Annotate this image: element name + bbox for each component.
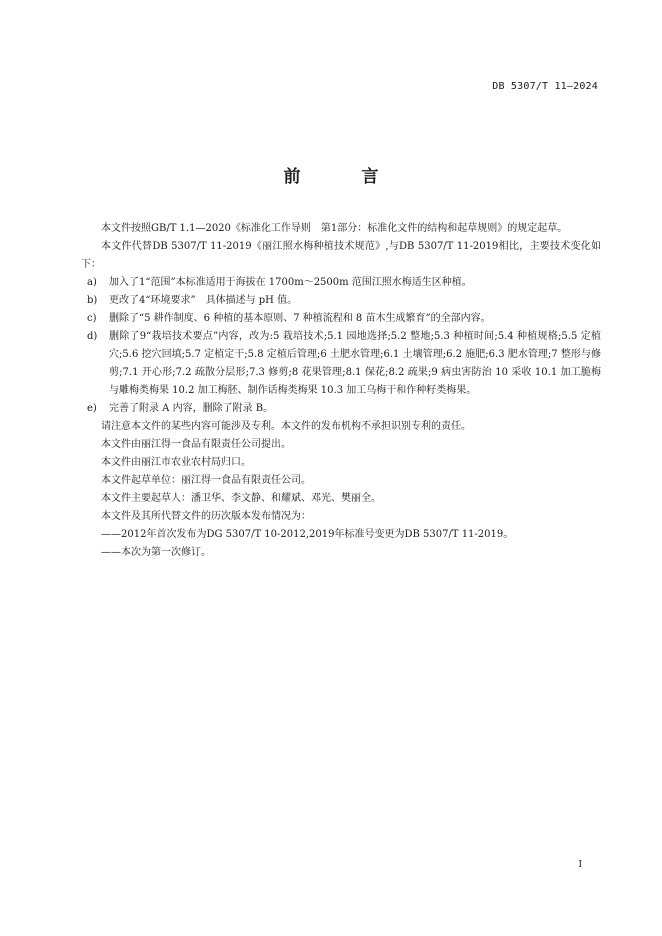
paragraph-drafting-basis: 本文件按照GB/T 1.1—2020《标准化工作导则 第1部分：标准化文件的结构和起草规则》的规定起草。 [101, 223, 568, 234]
list-text: 更改了4“环境要求” 具体描述与 pH 值。 [109, 295, 298, 306]
list-marker: e) [87, 403, 97, 414]
proposer-statement: 本文件由丽江得一食品有限责任公司提出。 [101, 439, 291, 450]
list-text: 完善了附录 A 内容，删除了附录 B。 [109, 403, 274, 414]
list-text: 加入了1“范围”本标准适用于海拔在 1700m～2500m 范围江照水梅适生区种植。 [109, 277, 472, 288]
document-body [81, 220, 601, 562]
list-text: 删除了9“栽培技术要点”内容，改为:5 栽培技术;5.1 园地选择;5.2 整地;5.3 种植时间;5.4 种植规格;5.5 定植穴;5.6 挖穴回填;5.7 定植定干;5.8 定植后管理;6 土肥水管理;6.1 土壤管理;6.2 施肥;6.3 肥水管理;7 整形与修剪;7.1 开心形;7.2 疏散分层形;7.3 修剪;8 花果管理;8.1 保花;8.2 疏果;9 病虫害防治 10 采收 10.1 加工脆梅与雕梅类梅果 10.2 加工梅胚、制作话梅类梅果 10.3 加工乌梅干和作种籽类梅果。 [109, 331, 601, 396]
patent-statement: 请注意本文件的某些内容可能涉及专利。本文件的发布机构不承担识别专利的责任。 [101, 421, 471, 432]
page-number: I [578, 860, 582, 870]
drafting-unit-statement: 本文件起草单位：丽江得一食品有限责任公司。 [101, 475, 311, 486]
document-code: DB 5307/T 11—2024 [492, 81, 598, 92]
list-item [81, 274, 601, 292]
history-statement: 本文件及其所代替文件的历次版本发布情况为： [101, 511, 311, 522]
list-marker: a) [87, 277, 97, 288]
list-marker: b) [87, 295, 98, 306]
list-item [81, 328, 601, 400]
list-text: 删除了“5 耕作制度、6 种植的基本原则、7 种植流程和 8 苗木生成繁育”的全部内容。 [109, 313, 491, 324]
history-item: ——2012年首次发布为DG 5307/T 10-2012,2019年标准号变更为DB 5307/T 11-2019。 [101, 529, 514, 540]
paragraph-replacement: 本文件代替DB 5307/T 11-2019《丽江照水梅种植技术规范》,与DB 5307/T 11-2019相比，主要技术变化如下： [81, 241, 601, 270]
list-item [81, 292, 601, 310]
list-item [81, 400, 601, 418]
drafters-statement: 本文件主要起草人：潘卫华、李文静、和耀斌、邓光、樊丽全。 [101, 493, 381, 504]
history-item: ——本次为第一次修订。 [101, 547, 211, 558]
list-marker: c) [87, 313, 97, 324]
page-title: 前 言 [283, 167, 401, 187]
centralized-statement: 本文件由丽江市农业农村局归口。 [101, 457, 251, 468]
list-item [81, 310, 601, 328]
list-marker: d) [87, 331, 98, 342]
